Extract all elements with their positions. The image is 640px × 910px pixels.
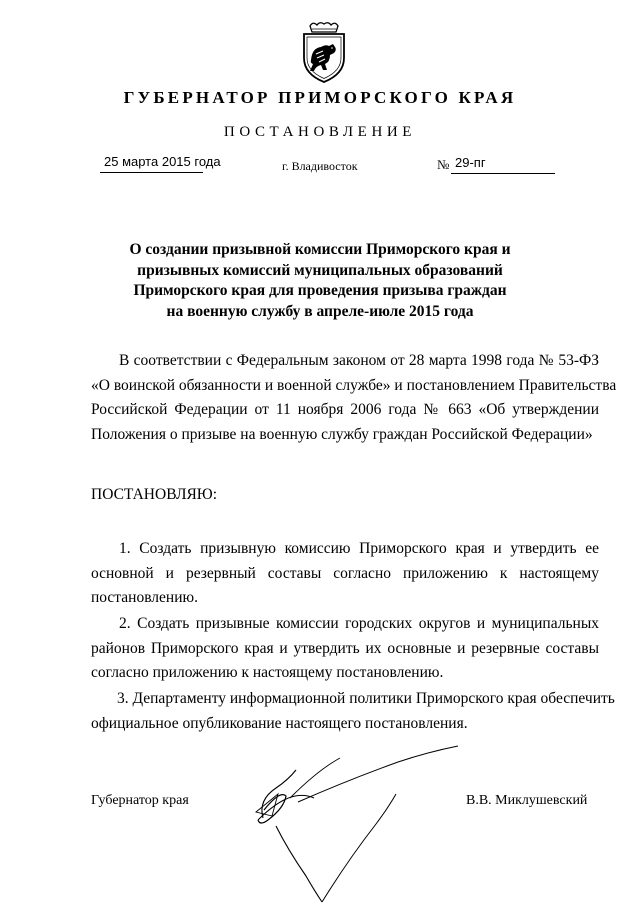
preamble	[91, 349, 617, 447]
number-label: №	[437, 157, 450, 172]
coat-of-arms-icon	[296, 20, 352, 84]
preamble-line: «О воинской обязанности и военной службе» и постановлением Правительства	[91, 376, 617, 394]
preamble-line: Российской Федерации от 11 ноября 2006 года № 663 «Об утверждении	[91, 401, 599, 418]
title-line: Приморского края для проведения призыва граждан	[133, 282, 507, 299]
item-line: официальное опубликование настоящего постановления.	[91, 714, 468, 732]
issuing-authority: ГУБЕРНАТОР ПРИМОРСКОГО КРАЯ	[123, 88, 517, 107]
decree-item-1	[91, 537, 599, 611]
date-underline	[100, 172, 203, 173]
document-title	[0, 240, 640, 322]
preamble-line: В соответствии с Федеральным законом от 28 марта 1998 года № 53-ФЗ	[119, 352, 599, 369]
title-line: призывных комиссий муниципальных образований	[137, 261, 503, 279]
preamble-line: Положения о призыве на военную службу граждан Российской Федерации»	[91, 425, 593, 443]
signatory-name: В.В. Миклушевский	[466, 793, 588, 808]
title-line: О создании призывной комиссии Приморского края и	[129, 241, 511, 258]
title-line: на военную службу в апреле-июле 2015 года	[166, 302, 474, 320]
item-line: постановлению.	[91, 589, 198, 606]
decree-word: ПОСТАНОВЛЯЮ:	[91, 486, 218, 503]
item-line: основной и резервный составы согласно приложению к настоящему	[91, 564, 599, 582]
item-line: согласно приложению к настоящему постановлению.	[91, 664, 444, 681]
item-line: районов Приморского края и утвердить их основные и резервные составы	[91, 639, 599, 657]
item-line: 1. Создать призывную комиссию Приморского края и утвердить ее	[119, 540, 599, 557]
document-type: ПОСТАНОВЛЕНИЕ	[223, 124, 417, 140]
document-date: 25 марта 2015 года	[104, 154, 221, 169]
signatory-position: Губернатор края	[91, 793, 189, 808]
item-line: 2. Создать призывные комиссии городских округов и муниципальных	[119, 615, 599, 632]
document-number: 29-пг	[455, 155, 486, 170]
document-city: г. Владивосток	[282, 159, 358, 173]
item-line: 3. Департаменту информационной политики Приморского края обеспечить	[117, 690, 615, 707]
decree-item-2	[91, 612, 599, 686]
number-underline	[451, 173, 555, 174]
decree-item-3	[91, 687, 615, 736]
handwritten-signature	[228, 740, 468, 905]
